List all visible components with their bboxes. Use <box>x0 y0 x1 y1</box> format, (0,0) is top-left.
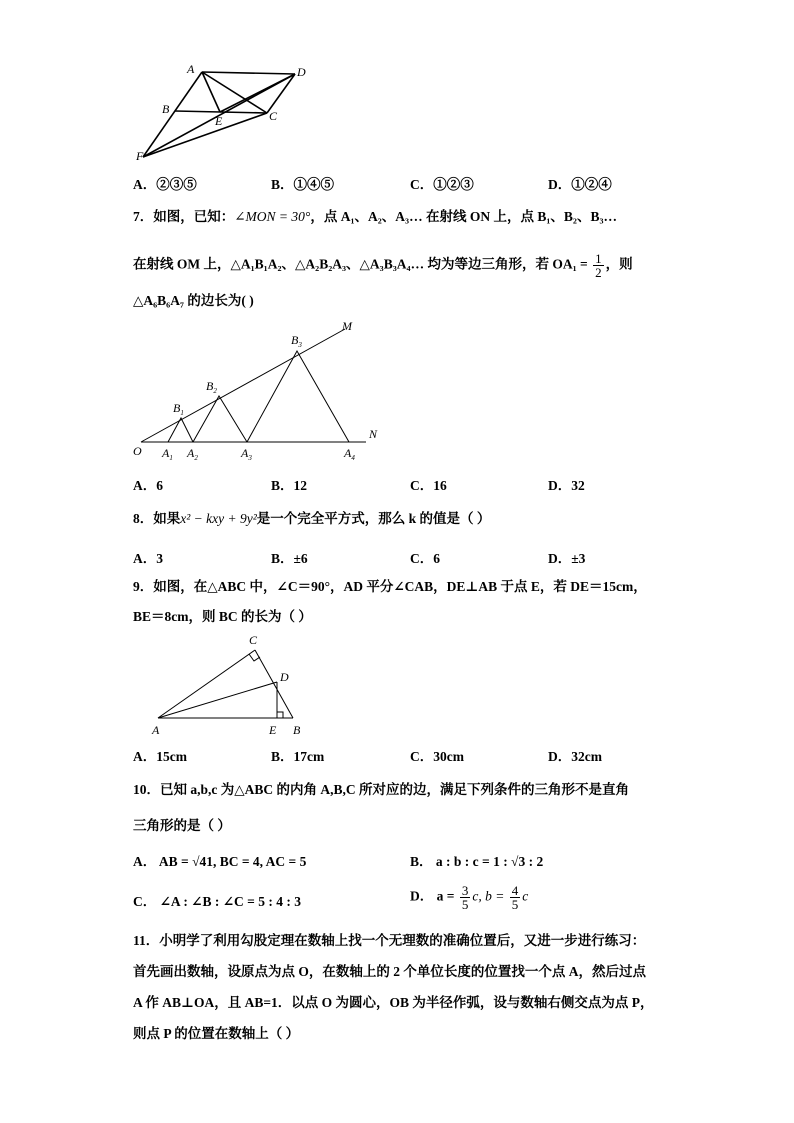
q6-option-b[interactable]: B．①④⑤ <box>271 177 335 192</box>
fig6-label-F: F <box>136 149 144 163</box>
q9-label-A: A <box>152 723 160 737</box>
q8-option-d[interactable]: D．±3 <box>548 551 586 566</box>
q7-label-M: M <box>342 319 352 333</box>
q10-line2: 三角形的是（ ） <box>133 818 231 833</box>
q11-line4: 则点 P 的位置在数轴上（ ） <box>133 1026 300 1041</box>
fig6-label-C: C <box>269 109 278 123</box>
q10-option-a[interactable]: A． AB = √41, BC = 4, AC = 5 <box>133 854 307 869</box>
q8-option-c[interactable]: C．6 <box>410 551 440 566</box>
q9-option-b[interactable]: B．17cm <box>271 749 325 764</box>
q7-fraction: $\frac{1}{2}$ <box>595 251 602 280</box>
q6-option-c[interactable]: C．①②③ <box>410 177 474 192</box>
q8-question: 8．如果x² − kxy + 9y²是一个完全平方式，那么 k 的值是（ ） <box>133 511 491 526</box>
q7-label-A3: $A_3$ <box>241 446 252 462</box>
q9-label-D: D <box>280 670 289 684</box>
q9-label-B: B <box>293 723 301 737</box>
q10-option-d[interactable]: D． a = $\frac{3}{5}$ c, b = $\frac{4}{5}$ c <box>410 883 529 912</box>
q10-d-fraction-2: $\frac{4}{5}$ <box>511 883 519 912</box>
q8-option-a[interactable]: A．3 <box>133 551 163 566</box>
q10-option-b[interactable]: B． a : b : c = 1 : √3 : 2 <box>410 854 544 869</box>
q10-line1: 10．已知 a,b,c 为△ABC 的内角 A,B,C 所对应的边，满足下列条件的三角形不是直角 <box>133 782 630 797</box>
q6-option-a[interactable]: A．②③⑤ <box>133 177 197 192</box>
q7-line3: △A₆B₆A₇ 的边长为( ) <box>133 293 254 308</box>
q11-line2: 首先画出数轴，设原点为点 O，在数轴上的 2 个单位长度的位置找一个点 A，然后过点 <box>133 964 646 979</box>
q7-figure <box>130 318 390 464</box>
q9-figure <box>148 630 308 738</box>
q7-label-O: O <box>133 444 142 458</box>
q7-label-B2: $B_2$ <box>206 379 217 395</box>
q7-option-c[interactable]: C．16 <box>410 478 447 493</box>
q9-line1: 9．如图，在△ABC 中，∠C＝90°，AD 平分∠CAB，DE⊥AB 于点 E，若 DE＝15cm， <box>133 579 647 594</box>
q9-label-C: C <box>249 633 258 647</box>
q11-line3: A 作 AB⊥OA，且 AB=1．以点 O 为圆心，OB 为半径作弧，设与数轴右侧交点为点 P， <box>133 995 654 1010</box>
q7-label-B1: $B_1$ <box>173 401 184 417</box>
q10-d-fraction-1: $\frac{3}{5}$ <box>461 883 469 912</box>
q9-option-d[interactable]: D．32cm <box>548 749 602 764</box>
q8-expression: x² − kxy + 9y² <box>180 511 257 526</box>
q7-angle: ∠MON = 30° <box>234 209 311 224</box>
q9-option-a[interactable]: A．15cm <box>133 749 187 764</box>
q7-label-B3: $B_3$ <box>291 333 302 349</box>
q7-label-A2: $A_2$ <box>187 446 198 462</box>
q6-option-d[interactable]: D．①②④ <box>548 177 612 192</box>
fig6-label-A: A <box>187 62 195 76</box>
q7-label-A1: $A_1$ <box>162 446 173 462</box>
fig6-label-E: E <box>215 114 223 128</box>
q7-label-A4: $A_4$ <box>344 446 355 462</box>
q7-label-N: N <box>369 427 378 441</box>
q7-option-a[interactable]: A．6 <box>133 478 163 493</box>
fig6-label-B: B <box>162 102 170 116</box>
q7-line1: 7．如图，已知：∠MON = 30°，点 A₁、A₂、A₃… 在射线 ON 上，点 B₁、B₂、B₃… <box>133 209 617 224</box>
q9-label-E: E <box>269 723 277 737</box>
q9-option-c[interactable]: C．30cm <box>410 749 464 764</box>
q7-option-d[interactable]: D．32 <box>548 478 585 493</box>
fig6-label-D: D <box>297 65 306 79</box>
q9-line2: BE＝8cm，则 BC 的长为（ ） <box>133 609 312 624</box>
q8-option-b[interactable]: B．±6 <box>271 551 308 566</box>
q7-option-b[interactable]: B．12 <box>271 478 308 493</box>
q10-option-c[interactable]: C． ∠A : ∠B : ∠C = 5 : 4 : 3 <box>133 894 301 909</box>
q7-line2: 在射线 OM 上，△A₁B₁A₂、△A₂B₂A₃、△A₃B₃A₄… 均为等边三角形，若 OA₁ = $\frac{1}{2}$ ，则 <box>133 251 633 280</box>
q6-figure <box>130 60 320 170</box>
q11-line1: 11．小明学了利用勾股定理在数轴上找一个无理数的准确位置后，又进一步进行练习： <box>133 933 646 948</box>
